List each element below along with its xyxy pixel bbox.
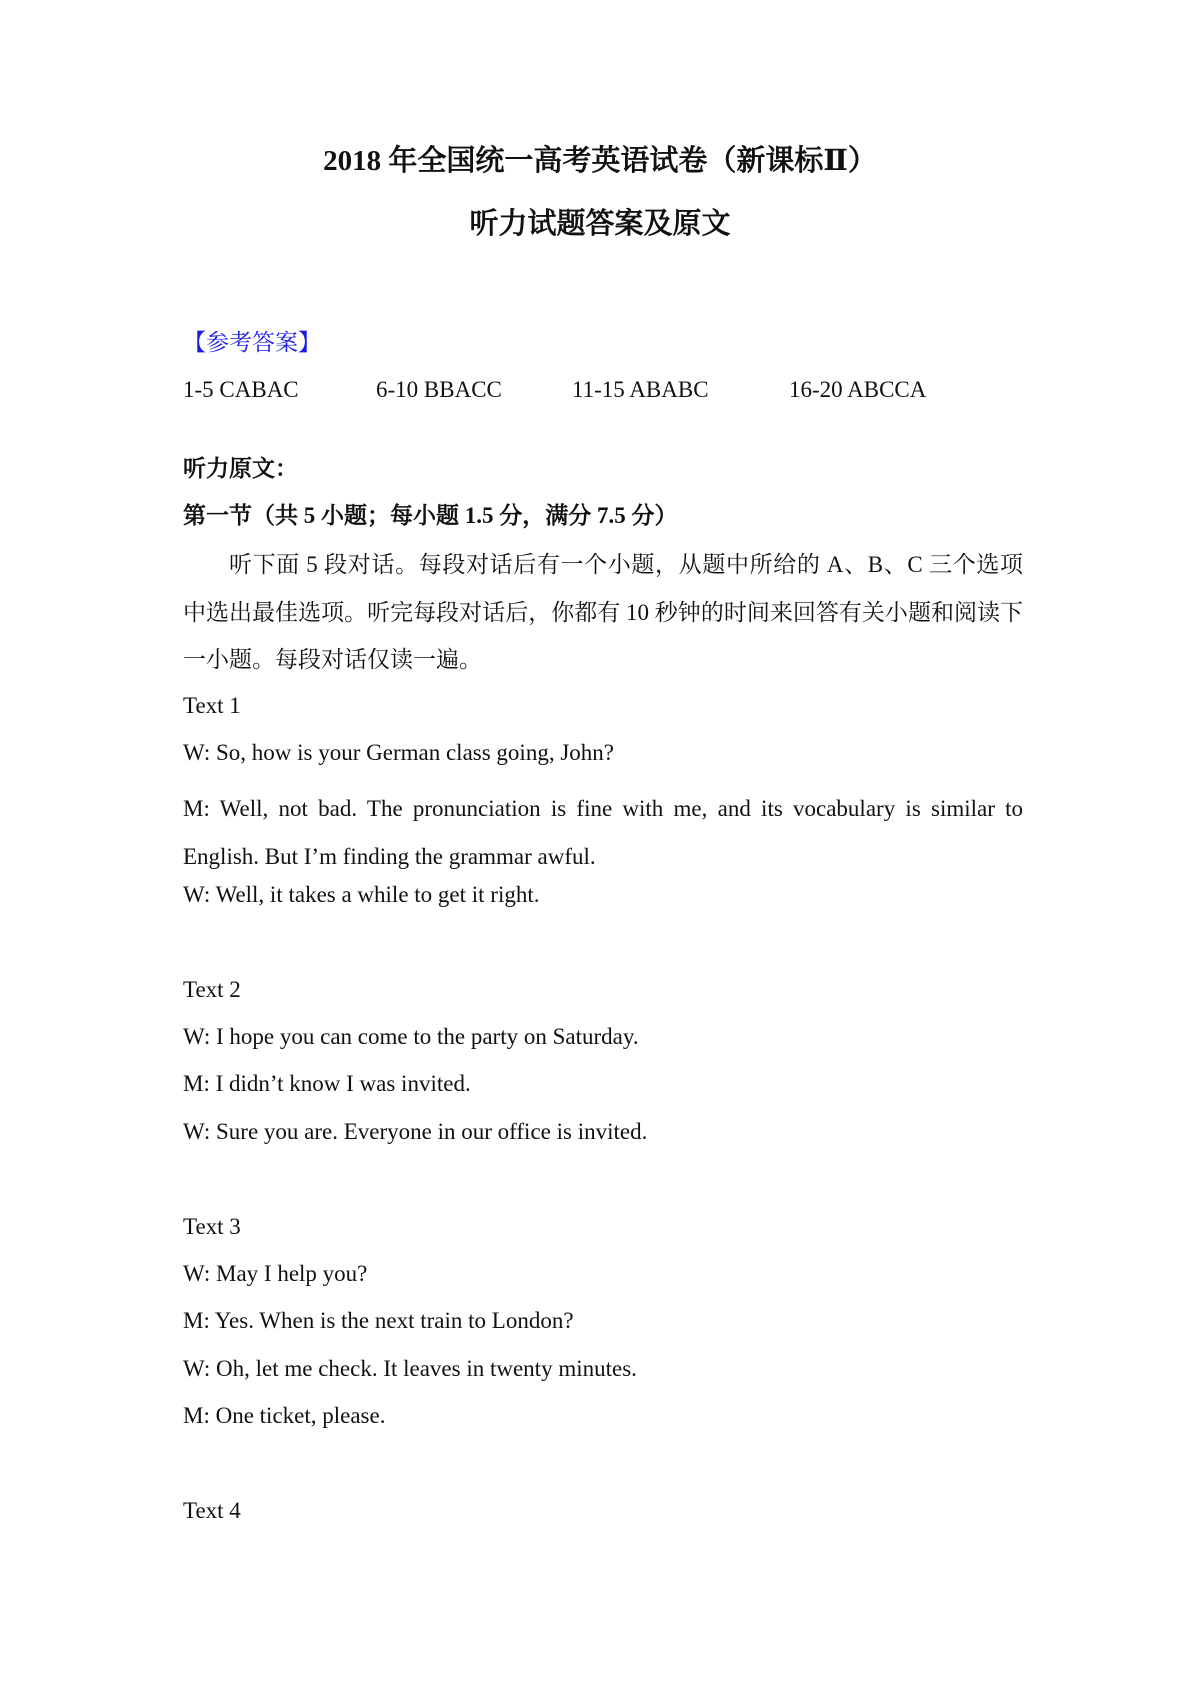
dialogue-line: W: Well, it takes a while to get it right. [183, 882, 540, 907]
answer-key-label: 【参考答案】 [183, 330, 321, 355]
dialogue-line: M: One ticket, please. [183, 1403, 386, 1428]
dialogue-line: W: Sure you are. Everyone in our office is invited. [183, 1119, 648, 1144]
page-subtitle: 听力试题答案及原文 [469, 208, 731, 240]
section-instructions: 听下面 5 段对话。每段对话后有一个小题，从题中所给的 A、B、C 三个选项中选出最佳选项。听完每段对话后，你都有 10 秒钟的时间来回答有关小题和阅读下一小题。每段对话仅读一遍。 [183, 552, 1023, 672]
answer-group: 11-15 ABABC [572, 377, 709, 402]
dialogue-line: W: So, how is your German class going, John? [183, 740, 614, 765]
transcript-heading: 听力原文： [183, 456, 298, 481]
text-label: Text 1 [183, 693, 241, 718]
text-label: Text 2 [183, 977, 241, 1002]
answer-group: 6-10 BBACC [376, 377, 502, 402]
text-label: Text 4 [183, 1498, 241, 1523]
text-label: Text 3 [183, 1214, 241, 1239]
section-title: 第一节（共 5 小题；每小题 1.5 分，满分 7.5 分） [183, 503, 678, 528]
answer-group: 16-20 ABCCA [789, 377, 927, 402]
dialogue-line: W: I hope you can come to the party on Saturday. [183, 1024, 639, 1049]
dialogue-line: M: Yes. When is the next train to London? [183, 1308, 574, 1333]
dialogue-line: W: Oh, let me check. It leaves in twenty minutes. [183, 1356, 637, 1381]
dialogue-line: M: Well, not bad. The pronunciation is fine with me, and its vocabulary is similar to English. But I’m finding the grammar awful. [183, 796, 1023, 869]
page-title: 2018 年全国统一高考英语试卷（新课标Ⅱ） [323, 145, 877, 177]
answer-key-row [183, 375, 1023, 405]
answer-group: 1-5 CABAC [183, 377, 299, 402]
dialogue-line: M: I didn’t know I was invited. [183, 1071, 471, 1096]
dialogue-line: W: May I help you? [183, 1261, 368, 1286]
